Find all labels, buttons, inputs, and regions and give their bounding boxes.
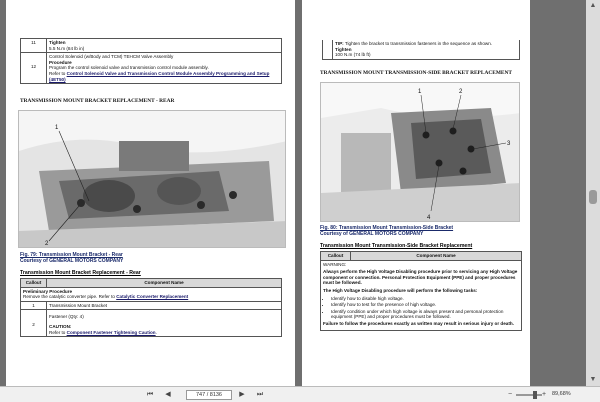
section-title-trans-side: TRANSMISSION MOUNT TRANSMISSION-SIDE BRACKET REPLACEMENT bbox=[320, 70, 513, 76]
trans-side-table bbox=[320, 251, 522, 331]
figure-79-caption: Fig. 79: Transmission Mount Bracket - Rear Courtesy of GENERAL MOTORS COMPANY bbox=[20, 252, 124, 264]
table-row bbox=[321, 260, 522, 330]
last-page-icon[interactable]: ⏭ bbox=[256, 391, 264, 398]
zoom-slider[interactable] bbox=[516, 394, 542, 396]
zoom-in-icon[interactable]: + bbox=[541, 391, 547, 398]
table-row: TIP: Tighten the bracket to transmission fasteners in the sequence as shown. Tighten 100 N.m (74 lb ft) bbox=[323, 40, 520, 59]
list-item: • Identify how to test for the presence of high voltage. bbox=[331, 302, 519, 308]
next-page-icon[interactable]: ▶ bbox=[239, 391, 245, 398]
table-row: 1 Transmission Mount Bracket bbox=[21, 301, 282, 310]
column-header: Callout bbox=[321, 252, 351, 261]
column-header: Component Name bbox=[351, 252, 522, 261]
table-row bbox=[21, 53, 282, 84]
pdf-page-left bbox=[6, 0, 295, 386]
callout-label: 2 bbox=[45, 241, 49, 247]
figure-80-caption: Fig. 80: Transmission Mount Transmission-Side Bracket Courtesy of GENERAL MOTORS COMPANY bbox=[320, 225, 454, 237]
step-number: 12 bbox=[21, 53, 47, 84]
top-steps-table bbox=[20, 38, 282, 84]
callout-label: 1 bbox=[55, 125, 59, 131]
zoom-out-icon[interactable]: − bbox=[507, 391, 513, 398]
table-title-rear: Transmission Mount Bracket Replacement - Rear bbox=[20, 270, 141, 276]
column-header: Component Name bbox=[47, 279, 282, 288]
rear-bracket-table bbox=[20, 278, 282, 337]
callout-label: 4 bbox=[427, 215, 431, 221]
callout-label: 3 bbox=[507, 141, 511, 147]
table-row: Preliminary Procedure Remove the catalytic converter pipe. Refer to Catalytic Converter Replacement bbox=[21, 287, 282, 301]
status-bar bbox=[0, 386, 600, 402]
pdf-page-right bbox=[302, 0, 530, 386]
page-number-input[interactable]: 747 / 8136 bbox=[186, 390, 232, 400]
table-row bbox=[21, 39, 282, 53]
table-row: 2 Fastener (Qty: 4) CAUTION: Refer to Component Fastener Tightening Caution. bbox=[21, 310, 282, 337]
figure-80-photo bbox=[320, 82, 520, 222]
table-title-trans-side: Transmission Mount Transmission-Side Bracket Replacement bbox=[320, 243, 473, 249]
list-item: • Identify how to disable high voltage. bbox=[331, 296, 519, 302]
first-page-icon[interactable]: ⏮ bbox=[146, 391, 154, 398]
column-header: Callout bbox=[21, 279, 47, 288]
tip-table bbox=[322, 40, 520, 60]
warning-block: WARNING: Always perform the High Voltage Disabling procedure prior to servicing any High Voltage component or connection. Personal Protection Equipment (PPE) and proper procedures must be followed. The High Voltage Disabling procedure will perform the following tasks: • Identify how to disable high voltage. • Identify how to test for the presence of high voltage. • Identify condition under which high voltage is always present and personal protection equipment (PPE) and proper procedures must be followed. Failure to follow the procedures exactly as written may result in serious injury or death. bbox=[321, 260, 522, 330]
catalytic-converter-link[interactable]: Catalytic Converter Replacement bbox=[116, 294, 189, 300]
step-number: 11 bbox=[21, 39, 47, 53]
scrollbar-thumb[interactable] bbox=[589, 190, 597, 204]
scroll-down-icon[interactable]: ▼ bbox=[589, 376, 597, 383]
scroll-up-icon[interactable]: ▲ bbox=[589, 2, 597, 9]
callout-label: 2 bbox=[459, 89, 463, 95]
programming-link[interactable]: Control Solenoid Valve and Transmission Control Module Assembly Programming and Setup (4ET50) bbox=[49, 70, 270, 82]
previous-page-icon[interactable]: ◀ bbox=[165, 391, 171, 398]
callout-label: 1 bbox=[418, 89, 422, 95]
zoom-level[interactable]: 89,68% bbox=[552, 391, 571, 397]
section-title-rear: TRANSMISSION MOUNT BRACKET REPLACEMENT - REAR bbox=[20, 98, 175, 104]
step-content: Tighten 5.5 N.m (84 lb in) bbox=[47, 39, 282, 53]
list-item: • Identify condition under which high voltage is always present and personal protection equipment (PPE) and proper procedures must be followed. bbox=[331, 309, 519, 320]
zoom-slider-knob[interactable] bbox=[533, 391, 537, 399]
fastener-caution-link[interactable]: Component Fastener Tightening Caution bbox=[66, 329, 156, 335]
vertical-scrollbar[interactable] bbox=[586, 0, 600, 386]
figure-79-photo bbox=[18, 110, 286, 248]
step-content: Control Solenoid (w/Body and TCM) TEHCM Valve Assembly Procedure Program the control solenoid valve and transmission control module assembly. Refer to Control Solenoid Valve and Transmission Control Module Assembly Programming and Setup (4ET50) bbox=[47, 53, 282, 84]
